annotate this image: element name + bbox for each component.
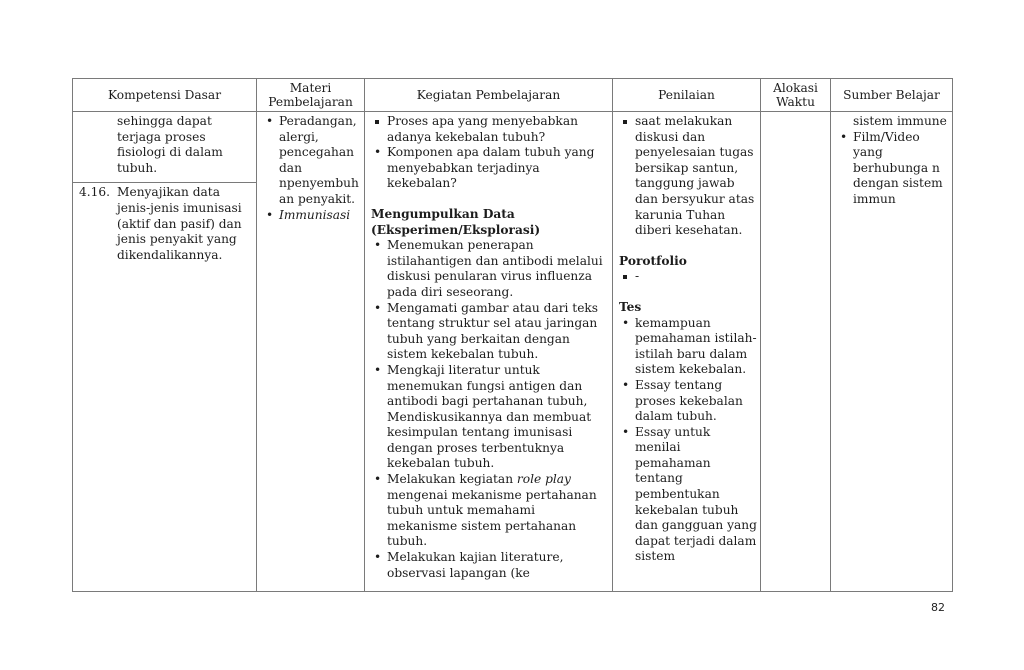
materi-list [257, 112, 364, 223]
activity-list [371, 238, 609, 581]
question-list [371, 114, 609, 192]
page-number: 82 [931, 601, 945, 614]
header-kegiatan-pembelajaran: Kegiatan Pembelajaran [365, 79, 613, 112]
list-item: Proses apa yang menyebabkan adanya kekebalan tubuh? [371, 114, 609, 145]
materi-cell [257, 112, 365, 592]
section-heading: Mengumpulkan Data (Eksperimen/Eksplorasi) [371, 206, 541, 237]
table-row [73, 112, 953, 592]
list-item: - [619, 269, 757, 285]
list-item: • Peradangan, alergi, pencegahan dan npenyembuh an penyakit. [263, 114, 361, 208]
header-materi-pembelajaran: Materi Pembelajaran [257, 79, 365, 112]
kompetensi-item [73, 182, 256, 263]
sumber-list [837, 130, 949, 208]
role-play-emphasis: role play [516, 472, 571, 487]
sumber-continuation: sistem immune [853, 114, 947, 128]
list-item: • Menemukan penerapan istilahantigen dan antibodi melalui diskusi penularan virus influenza pada diri seseorang. [371, 238, 609, 300]
list-item: • Mengamati gambar atau dari teks tentang struktur sel atau jaringan tubuh yang berkaitan dengan sistem kekebalan tubuh. [371, 301, 609, 363]
curriculum-table [72, 78, 953, 592]
list-item: • Essay untuk menilai pemahaman tentang pembentukan kekebalan tubuh dan gangguan yang dapat terjadi dalam sistem [619, 425, 757, 565]
observation-list [619, 114, 757, 239]
portfolio-heading: Porotfolio [619, 253, 687, 268]
alokasi-waktu-cell [761, 112, 831, 592]
tes-list [619, 316, 757, 566]
header-penilaian: Penilaian [613, 79, 761, 112]
header-kompetensi-dasar: Kompetensi Dasar [73, 79, 257, 112]
list-item: • Komponen apa dalam tubuh yang menyebabkan terjadinya kekebalan? [371, 145, 609, 192]
tes-heading: Tes [619, 299, 642, 314]
kegiatan-cell [365, 112, 613, 592]
list-item: • Immunisasi [263, 208, 361, 224]
list-item: • kemampuan pemahaman istilah-istilah baru dalam sistem kekebalan. [619, 316, 757, 378]
list-item: • Mengkaji literatur untuk menemukan fungsi antigen dan antibodi bagi pertahanan tubuh, Mendiskusikannya dan membuat kesimpulan tentang imunisasi dengan proses terbentuknya kekebalan tubuh. [371, 363, 609, 472]
kompetensi-continuation: sehingga dapat terjaga proses fisiologi di dalam tubuh. [117, 114, 223, 175]
header-sumber-belajar: Sumber Belajar [831, 79, 953, 112]
list-item: • Melakukan kajian literature, observasi lapangan (ke [371, 550, 609, 581]
list-item: saat melakukan diskusi dan penyelesaian tugas bersikap santun, tanggung jawab dan bersyukur atas karunia Tuhan diberi kesehatan. [619, 114, 757, 239]
sumber-belajar-cell [831, 112, 953, 592]
list-item: • Essay tentang proses kekebalan dalam tubuh. [619, 378, 757, 425]
portfolio-list [619, 269, 757, 285]
list-item: • Melakukan kegiatan role play mengenai mekanisme pertahanan tubuh untuk memahami mekanisme sistem pertahanan tubuh. [371, 472, 609, 550]
list-item: • Film/Video yang berhubunga n dengan sistem immun [837, 130, 949, 208]
kompetensi-number: 4.16. [79, 185, 111, 200]
header-row [73, 79, 953, 112]
kompetensi-text: Menyajikan data jenis-jenis imunisasi (aktif dan pasif) dan jenis penyakit yang dikendalikannya. [117, 185, 242, 262]
kompetensi-dasar-cell [73, 112, 257, 592]
penilaian-cell [613, 112, 761, 592]
header-alokasi-waktu: Alokasi Waktu [761, 79, 831, 112]
